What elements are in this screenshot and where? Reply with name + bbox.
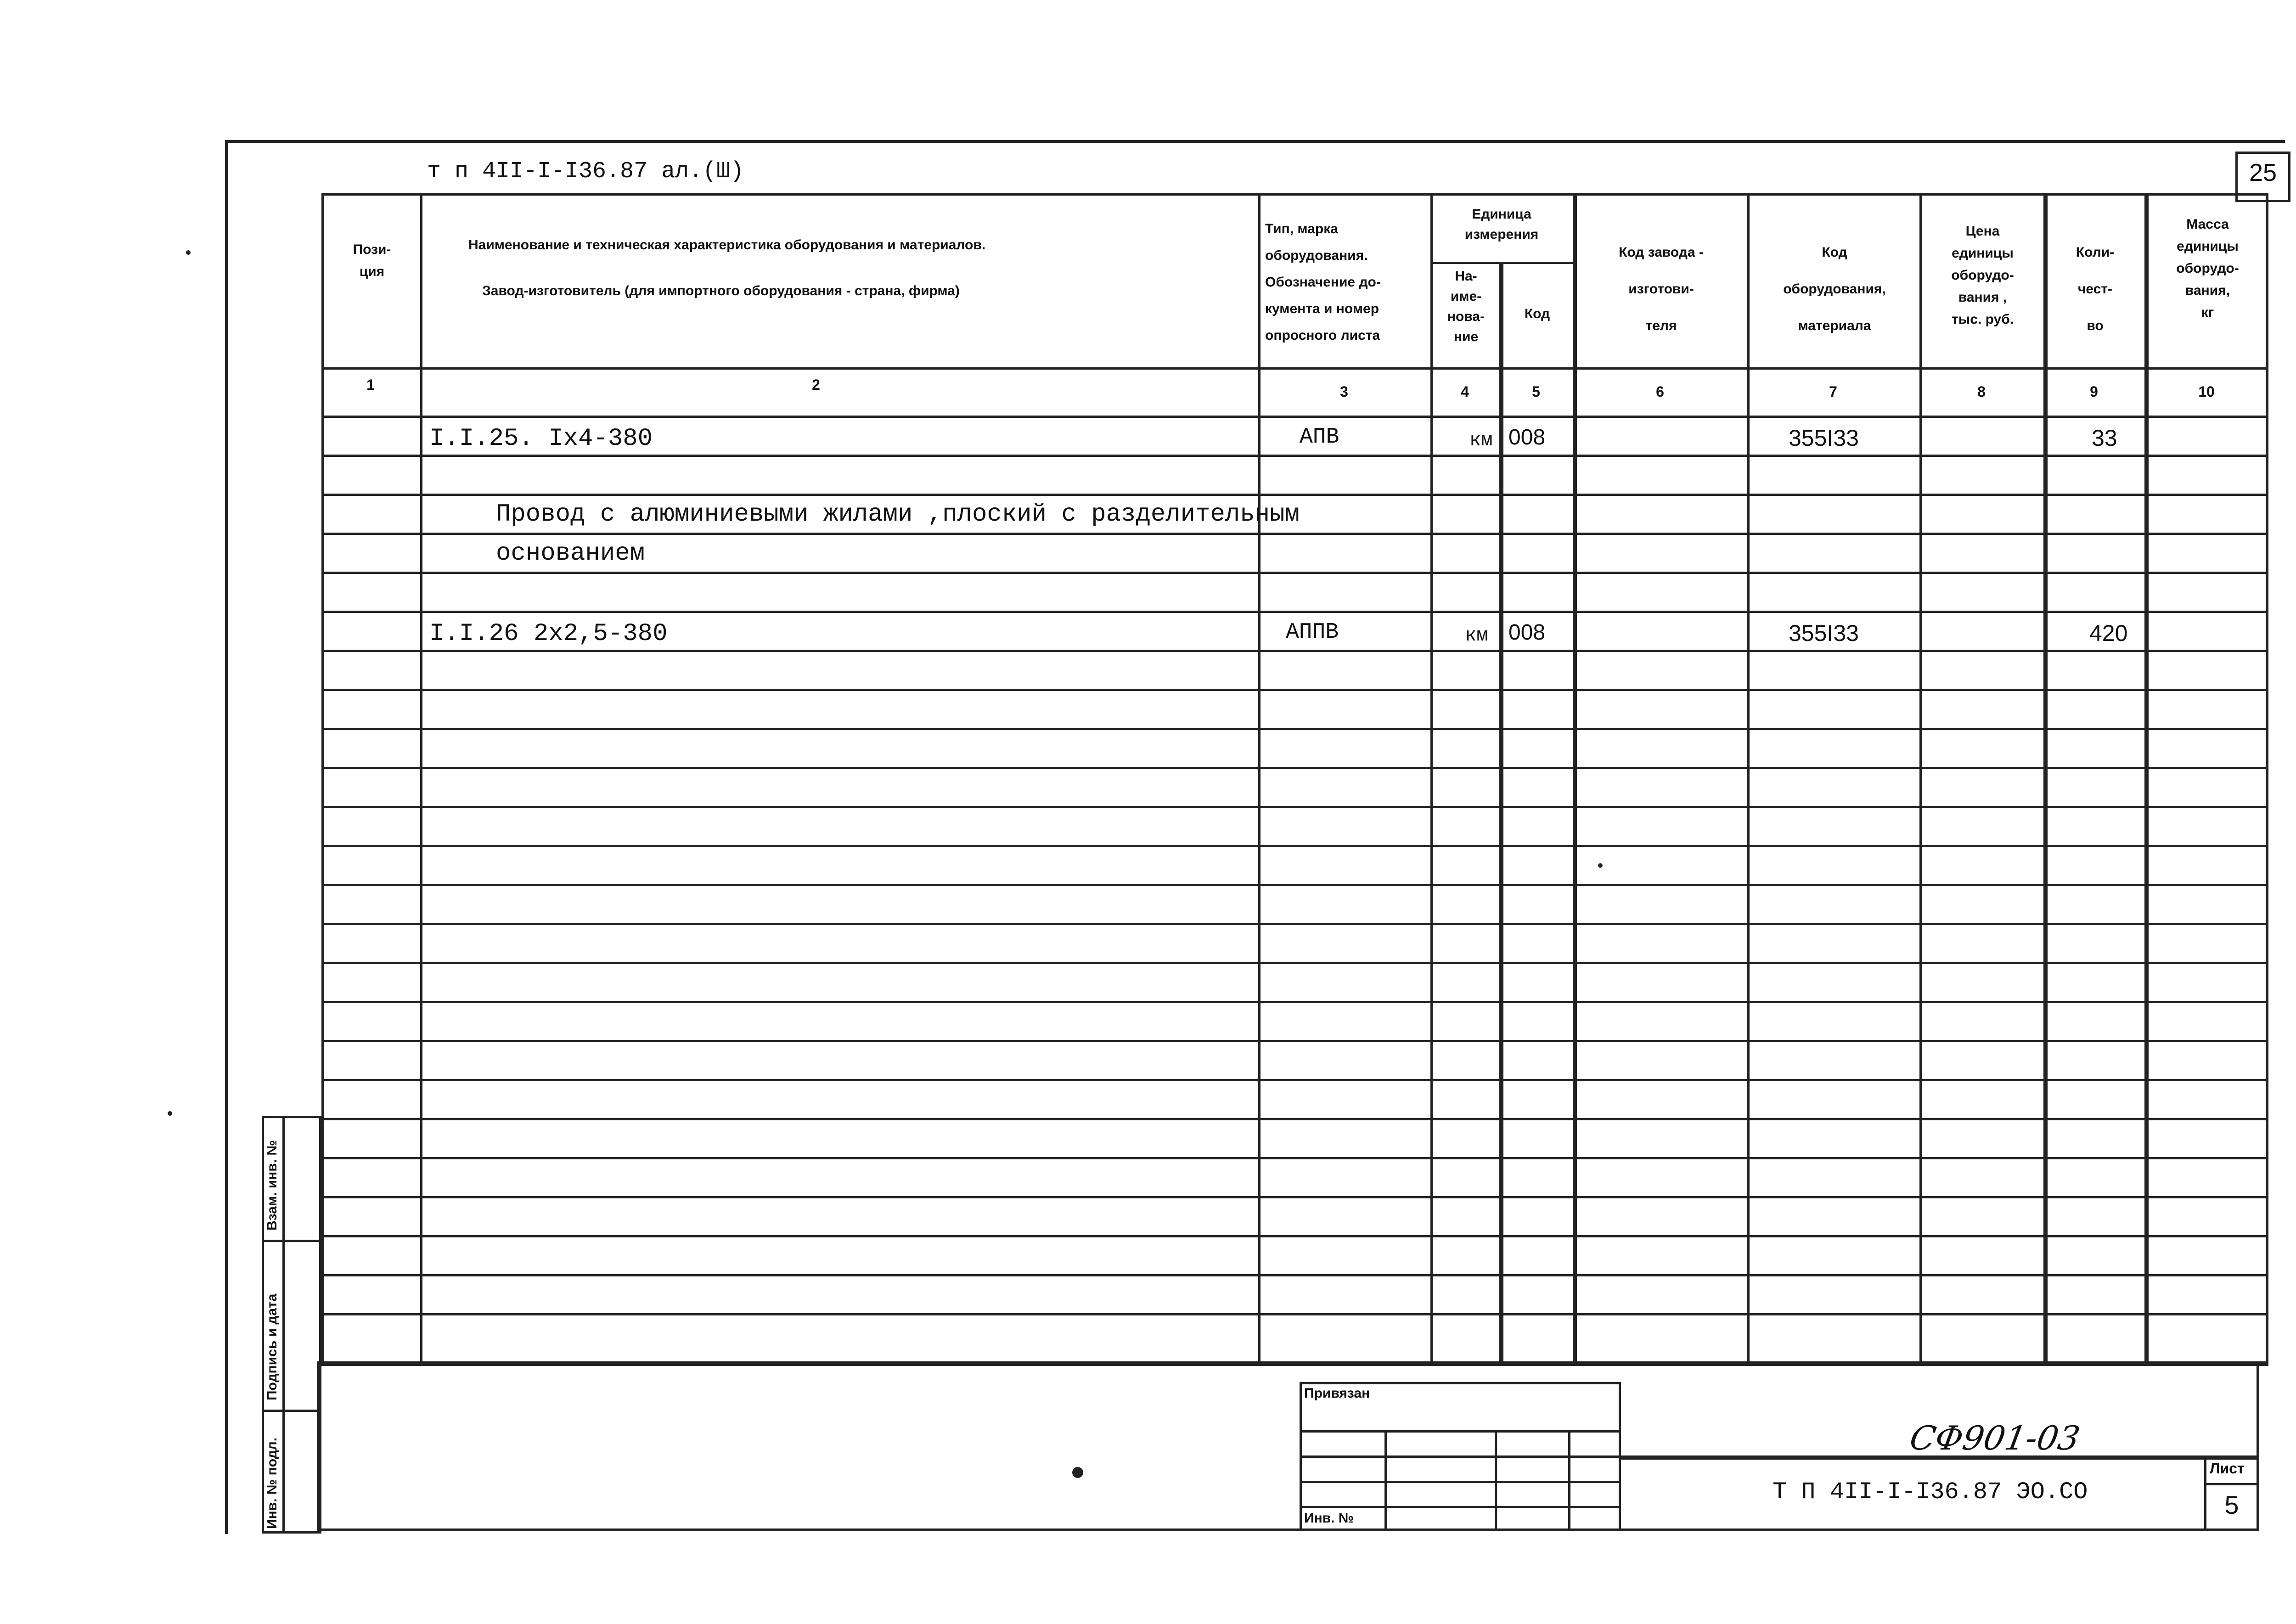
col-number-7: 7: [1829, 383, 1837, 400]
col-number-2: 2: [812, 376, 820, 393]
scan-dot: [1598, 863, 1603, 868]
side-stamp-inv: Инв. № подл.: [264, 1437, 280, 1529]
col-number-3: 3: [1340, 383, 1348, 400]
handwritten-mark: СФ901-03: [1907, 1419, 2083, 1457]
scan-dot: [186, 250, 191, 255]
header-type-mark: Тип, марка оборудования. Обозначение до- кумента и номер опросного листа: [1265, 221, 1381, 343]
row2-description: Провод с алюминиевыми жилами ,плоский с разделительным: [496, 500, 1300, 528]
row4-code: 008: [1508, 620, 1546, 645]
side-stamp-podpis: Подпись и дата: [264, 1293, 280, 1400]
row1-name: I.I.25. Ix4-380: [429, 425, 653, 453]
col-number-5: 5: [1532, 383, 1540, 400]
row4-equipment-code: 355I33: [1789, 620, 1859, 646]
privyazan-label: Привязан: [1304, 1386, 1370, 1401]
header-mass: Масса единицы оборудо- вания, кг: [2176, 217, 2239, 320]
row3-description: основанием: [496, 539, 645, 568]
header-factory-code: Код завода - изготови- теля: [1619, 245, 1704, 333]
row1-unit: км: [1469, 429, 1493, 451]
header-equipment-code: Код оборудования, материала: [1783, 245, 1886, 333]
row4-type: АППВ: [1286, 620, 1339, 645]
header-position: Пози- ция: [353, 242, 391, 279]
row1-quantity: 33: [2092, 425, 2117, 451]
header-unit-code: Код: [1524, 306, 1550, 321]
row1-code: 008: [1508, 425, 1546, 450]
col-number-9: 9: [2090, 383, 2098, 400]
header-name: Наименование и техническая характеристика оборудования и материалов.: [468, 237, 986, 253]
sheet-number: 5: [2224, 1490, 2239, 1519]
header-quantity: Коли- чест- во: [2076, 245, 2115, 333]
sheet-label: Лист: [2210, 1460, 2245, 1477]
page-number: 25: [2249, 159, 2277, 186]
row1-type: АПВ: [1300, 425, 1339, 450]
row4-unit: км: [1465, 624, 1488, 646]
col-number-10: 10: [2198, 383, 2215, 400]
col-number-6: 6: [1656, 383, 1664, 400]
inv-no-label: Инв. №: [1304, 1511, 1354, 1526]
header-manufacturer: Завод-изготовитель (для импортного оборудования - страна, фирма): [482, 283, 960, 298]
row1-equipment-code: 355I33: [1789, 425, 1859, 451]
scan-dot: [1072, 1467, 1083, 1478]
doc-code: Т П 4II-I-I36.87 ЭО.СО: [1773, 1478, 2088, 1506]
scan-dot: [168, 1111, 172, 1116]
header-unit-name: На- име- нова- ние: [1447, 269, 1485, 344]
row4-quantity: 420: [2089, 620, 2128, 646]
side-stamp-vzam: Взам. инв. №: [264, 1140, 280, 1231]
col-number-4: 4: [1461, 383, 1469, 400]
col-number-8: 8: [1977, 383, 1986, 400]
row4-name: I.I.26 2x2,5-380: [429, 620, 668, 648]
header-unit: Единица измерения: [1464, 207, 1539, 242]
header-price: Цена единицы оборудо- вания , тыс. руб.: [1951, 224, 2014, 327]
col-number-1: 1: [366, 376, 375, 393]
doc-reference-top: т п 4II-I-I36.87 ал.(Ш): [427, 158, 744, 185]
